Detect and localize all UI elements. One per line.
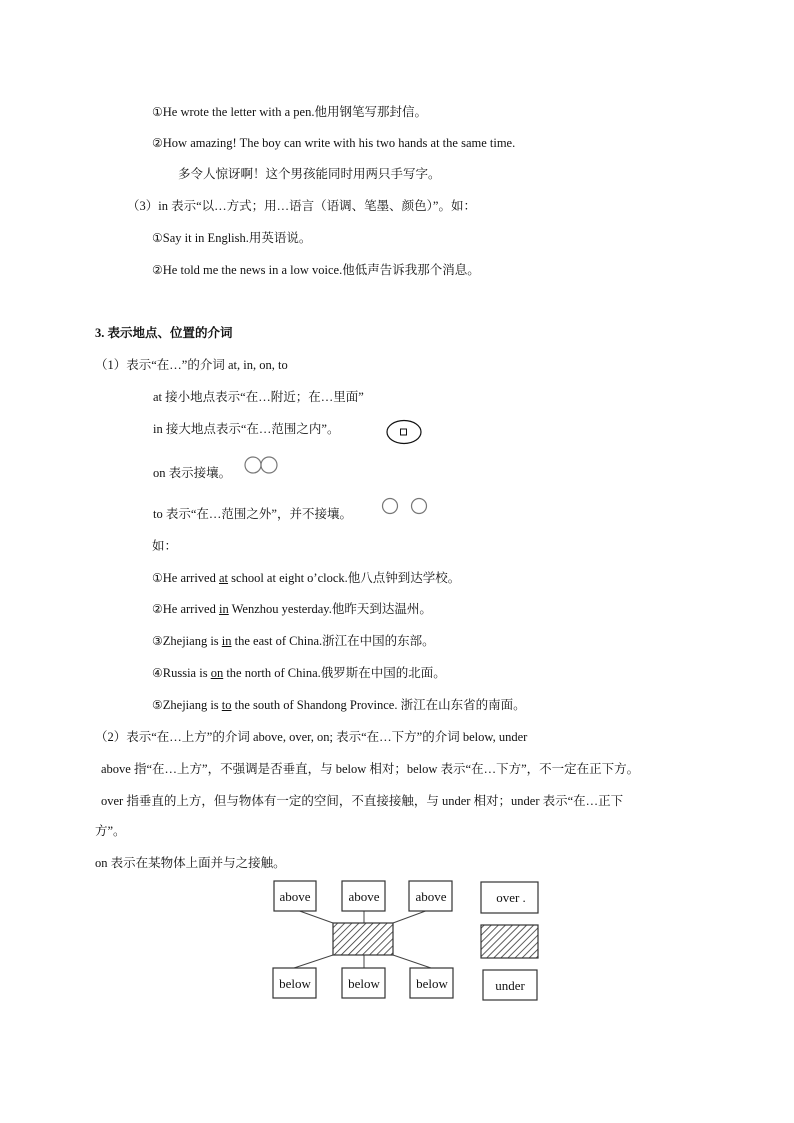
example-post: the south of Shandong Province. 浙江在山东省的南面。 xyxy=(231,698,526,712)
example-pre: Zhejiang is xyxy=(162,634,222,648)
section-3-sub2: （2）表示“在…上方”的介词 above, over, on; 表示“在…下方”的介词 below, under xyxy=(95,730,528,744)
example-marker: ① xyxy=(152,571,163,585)
ru-label: 如： xyxy=(152,539,178,553)
location-example-1 xyxy=(152,570,460,586)
example-text: He wrote the letter with a pen.他用钢笔写那封信。 xyxy=(162,105,427,119)
in-example-2 xyxy=(152,262,480,278)
example-marker: ① xyxy=(152,231,163,245)
above-explanation: above 指“在…上方”，不强调是否垂直，与 below 相对；below 表示“在…下方”，不一定在正下方。 xyxy=(101,762,640,776)
above-below-over-under-diagram xyxy=(265,875,550,1005)
with-example-1 xyxy=(152,104,427,120)
over-under-object-box xyxy=(481,925,538,958)
example-marker: ⑤ xyxy=(152,698,163,712)
example-marker: ② xyxy=(152,602,163,616)
over-explanation-line-2: 方”。 xyxy=(95,824,126,838)
under-label: under xyxy=(495,978,525,993)
object-box xyxy=(333,923,393,955)
example-preposition: at xyxy=(219,571,229,585)
in-illustration xyxy=(385,418,423,446)
with-example-2-translation: 多令人惊讶啊！这个男孩能同时用两只手写字。 xyxy=(178,167,441,181)
example-preposition: to xyxy=(221,698,232,712)
with-example-2 xyxy=(152,135,515,151)
example-marker: ① xyxy=(152,105,163,119)
over-label: over . xyxy=(496,890,526,905)
example-pre: He arrived xyxy=(162,602,219,616)
to-line: to 表示“在…范围之外”，并不接壤。 xyxy=(153,507,352,521)
example-pre: Zhejiang is xyxy=(162,698,222,712)
connector-line xyxy=(294,955,333,968)
example-text: He told me the news in a low voice.他低声告诉我那个消息。 xyxy=(162,263,480,277)
below-label: below xyxy=(416,976,448,991)
above-label: above xyxy=(348,889,380,904)
example-post: the north of China.俄罗斯在中国的北面。 xyxy=(223,666,446,680)
location-example-3 xyxy=(152,633,435,649)
in-usage-heading: （3）in 表示“以…方式；用…语言（语调、笔墨、颜色）”。如： xyxy=(127,199,476,213)
example-marker: ④ xyxy=(152,666,163,680)
on-illustration xyxy=(243,454,279,476)
example-text: Say it in English.用英语说。 xyxy=(162,231,312,245)
to-illustration xyxy=(380,494,430,518)
location-example-2 xyxy=(152,601,432,617)
on-line: on 表示接壤。 xyxy=(153,466,232,480)
example-pre: Russia is xyxy=(162,666,211,680)
example-pre: He arrived xyxy=(162,571,219,585)
example-post: Wenzhou yesterday.他昨天到达温州。 xyxy=(228,602,432,616)
section-3-title: 3. 表示地点、位置的介词 xyxy=(95,326,233,340)
example-marker: ③ xyxy=(152,634,163,648)
at-line: at 接小地点表示“在…附近；在…里面” xyxy=(153,390,364,404)
example-preposition: in xyxy=(219,602,229,616)
example-marker: ② xyxy=(152,263,163,277)
location-example-5 xyxy=(152,697,526,713)
example-post: the east of China.浙江在中国的东部。 xyxy=(231,634,435,648)
section-3-sub1: （1）表示“在…”的介词 at, in, on, to xyxy=(95,358,288,372)
on-contact-explanation: on 表示在某物体上面并与之接触。 xyxy=(95,856,286,870)
example-preposition: on xyxy=(210,666,224,680)
in-line: in 接大地点表示“在…范围之内”。 xyxy=(153,422,340,436)
below-label: below xyxy=(348,976,380,991)
in-example-1 xyxy=(152,230,311,246)
example-preposition: in xyxy=(221,634,232,648)
example-post: school at eight o’clock.他八点钟到达学校。 xyxy=(228,571,461,585)
location-example-4 xyxy=(152,665,446,681)
example-text: How amazing! The boy can write with his two hands at the same time. xyxy=(162,136,516,150)
below-label: below xyxy=(279,976,311,991)
example-marker: ② xyxy=(152,136,163,150)
above-label: above xyxy=(279,889,311,904)
over-explanation-line-1: over 指垂直的上方，但与物体有一定的空间，不直接接触，与 under 相对；under 表示“在…正下 xyxy=(101,794,624,808)
above-label: above xyxy=(415,889,447,904)
connector-line xyxy=(393,955,431,968)
